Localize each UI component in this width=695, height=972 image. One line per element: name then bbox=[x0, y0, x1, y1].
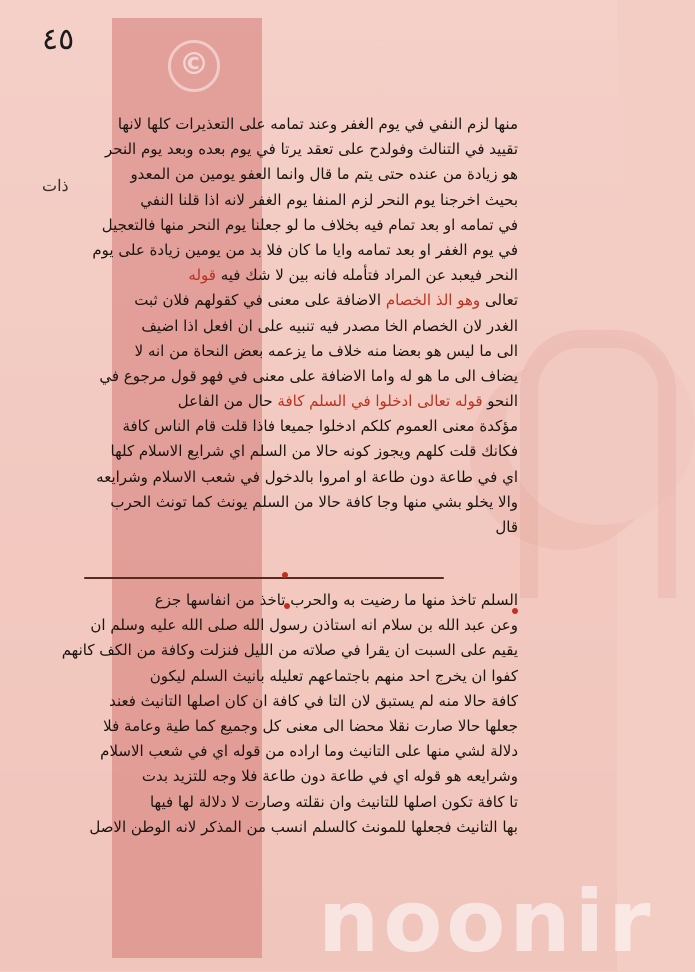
text-line bbox=[88, 112, 518, 137]
line-text: يضاف الى ما هو له واما الاضافة على معنى في فهو قول مرجوع في bbox=[99, 366, 518, 385]
text-block-2 bbox=[61, 588, 518, 840]
text-line bbox=[88, 263, 518, 288]
section-divider bbox=[84, 577, 444, 579]
text-line bbox=[88, 339, 518, 364]
line-text: الاضافة على معنى في كقولهم فلان ثبت bbox=[134, 291, 382, 310]
text-line bbox=[88, 714, 518, 739]
background-arch bbox=[520, 330, 676, 598]
line-text: تعالى bbox=[484, 291, 518, 310]
line-text: مؤكدة معنى العموم كلكم ادخلوا جميعا فاذا قلت قام الناس كافة bbox=[122, 417, 518, 436]
line-text: دلالة لشي منها على التانيث وما اراده من قوله اي في شعب الاسلام bbox=[100, 742, 518, 761]
text-line bbox=[88, 764, 518, 789]
text-line bbox=[88, 162, 518, 187]
line-text: تقييد في التنالث وفولدح على تعقد يرتا في يوم بعده وبعد يوم النحر bbox=[104, 140, 518, 159]
line-text: هو زيادة من عنده حتى يتم ما قال وانما العفو يومين من المعدو bbox=[130, 165, 518, 184]
rubric-text: وهو الذ الخصام bbox=[385, 291, 481, 310]
line-text: والا يخلو بشي منها وجا كافة حالا من السلم يونث كما تونث الحرب bbox=[110, 492, 518, 511]
text-line bbox=[88, 490, 518, 515]
line-text: فكانك قلت كلهم ويجوز كونه حالا من السلم اي شرايع الاسلام كلها bbox=[110, 442, 518, 461]
text-line bbox=[88, 314, 518, 339]
line-text: وشرايعه هو قوله اي في طاعة دون طاعة فلا وجه للتزيد بدت bbox=[141, 767, 518, 786]
text-line bbox=[88, 465, 518, 490]
text-line bbox=[88, 739, 518, 764]
text-line bbox=[88, 689, 518, 714]
divider-dot bbox=[282, 572, 288, 578]
line-text: حال من الفاعل bbox=[177, 392, 273, 411]
line-text: بحيث اخرجنا يوم النحر لزم المنفا يوم الغفر لانه اذا قلنا النفي bbox=[140, 190, 518, 209]
line-text: تا كافة تكون اصلها للتانيث وان نقلته وصارت لا دلالة لها فيها bbox=[149, 792, 518, 811]
text-line bbox=[88, 137, 518, 162]
text-line bbox=[88, 588, 518, 613]
line-text: في تمامه او بعد تمام فيه بخلاف ما لو جعلنا يوم النحر منها فالتعجيل bbox=[101, 215, 518, 234]
text-line bbox=[88, 613, 518, 638]
text-line bbox=[88, 288, 518, 313]
text-line bbox=[88, 790, 518, 815]
line-text: الى ما ليس هو بعضا منه خلاف ما يزعمه بعض النحاة من انه لا bbox=[134, 341, 518, 360]
text-line bbox=[88, 389, 518, 414]
line-text: يقيم على السبت ان يقرا في صلاته من الليل فنزلت وكافة من الكف كانهم bbox=[61, 641, 518, 660]
line-text: النحو bbox=[487, 392, 518, 411]
line-text: النحر فيعبد عن المراد فتأمله فانه بين لا شك فيه bbox=[220, 266, 518, 285]
line-text: الغدر لان الخصام الخا مصدر فيه تنبيه على ان افعل اذا اضيف bbox=[141, 316, 518, 335]
rubric-text: قوله تعالى ادخلوا في السلم كافة bbox=[277, 392, 483, 411]
line-text: وعن عبد الله بن سلام انه استاذن رسول الله صلى الله عليه وسلم ان bbox=[90, 616, 518, 635]
text-block-1 bbox=[88, 112, 518, 540]
text-line bbox=[88, 414, 518, 439]
text-line bbox=[61, 638, 518, 663]
line-text: والحرب تاخذ من انفاسها جزع bbox=[154, 591, 339, 609]
text-line bbox=[88, 515, 518, 540]
rubric-text: قوله bbox=[188, 266, 216, 285]
text-line bbox=[88, 439, 518, 464]
text-line bbox=[88, 364, 518, 389]
text-line bbox=[88, 815, 518, 840]
line-text: كفوا ان يخرج احد منهم باجتماعهم تعليله بانيث السلم ليكون bbox=[149, 666, 518, 685]
text-line bbox=[88, 188, 518, 213]
text-line bbox=[88, 238, 518, 263]
line-text: بها التانيث فجعلها للمونث كالسلم انسب من المذكر لانه الوطن الاصل bbox=[89, 817, 518, 836]
line-text: جعلها حالا صارت نقلا محضا الى معنى كل وجميع كما طية وعامة فلا bbox=[103, 716, 518, 735]
line-text: منها لزم النفي في يوم الغفر وعند تمامه على التعذيرات كلها لانها bbox=[117, 115, 518, 133]
margin-note: ذات bbox=[42, 176, 69, 195]
line-text: اي في طاعة دون طاعة او امروا بالدخول في شعب الاسلام وشرايعه bbox=[96, 467, 518, 486]
copyright-seal-icon: © bbox=[168, 40, 220, 92]
watermark-text: noonir bbox=[318, 872, 655, 972]
line-text: قال bbox=[495, 518, 518, 536]
line-text: في يوم الغفر او بعد تمامه وايا ما كان فلا بد من يومين زيادة على يوم bbox=[92, 240, 518, 259]
page-number: ٤٥ bbox=[42, 22, 75, 57]
line-text: كافة حالا منه لم يستبق لان التا في كافة ان كان اصلها التانيث فعند bbox=[109, 691, 518, 710]
text-line bbox=[88, 213, 518, 238]
text-line bbox=[88, 664, 518, 689]
line-text: السلم تاخذ منها ما رضيت به bbox=[343, 591, 518, 609]
